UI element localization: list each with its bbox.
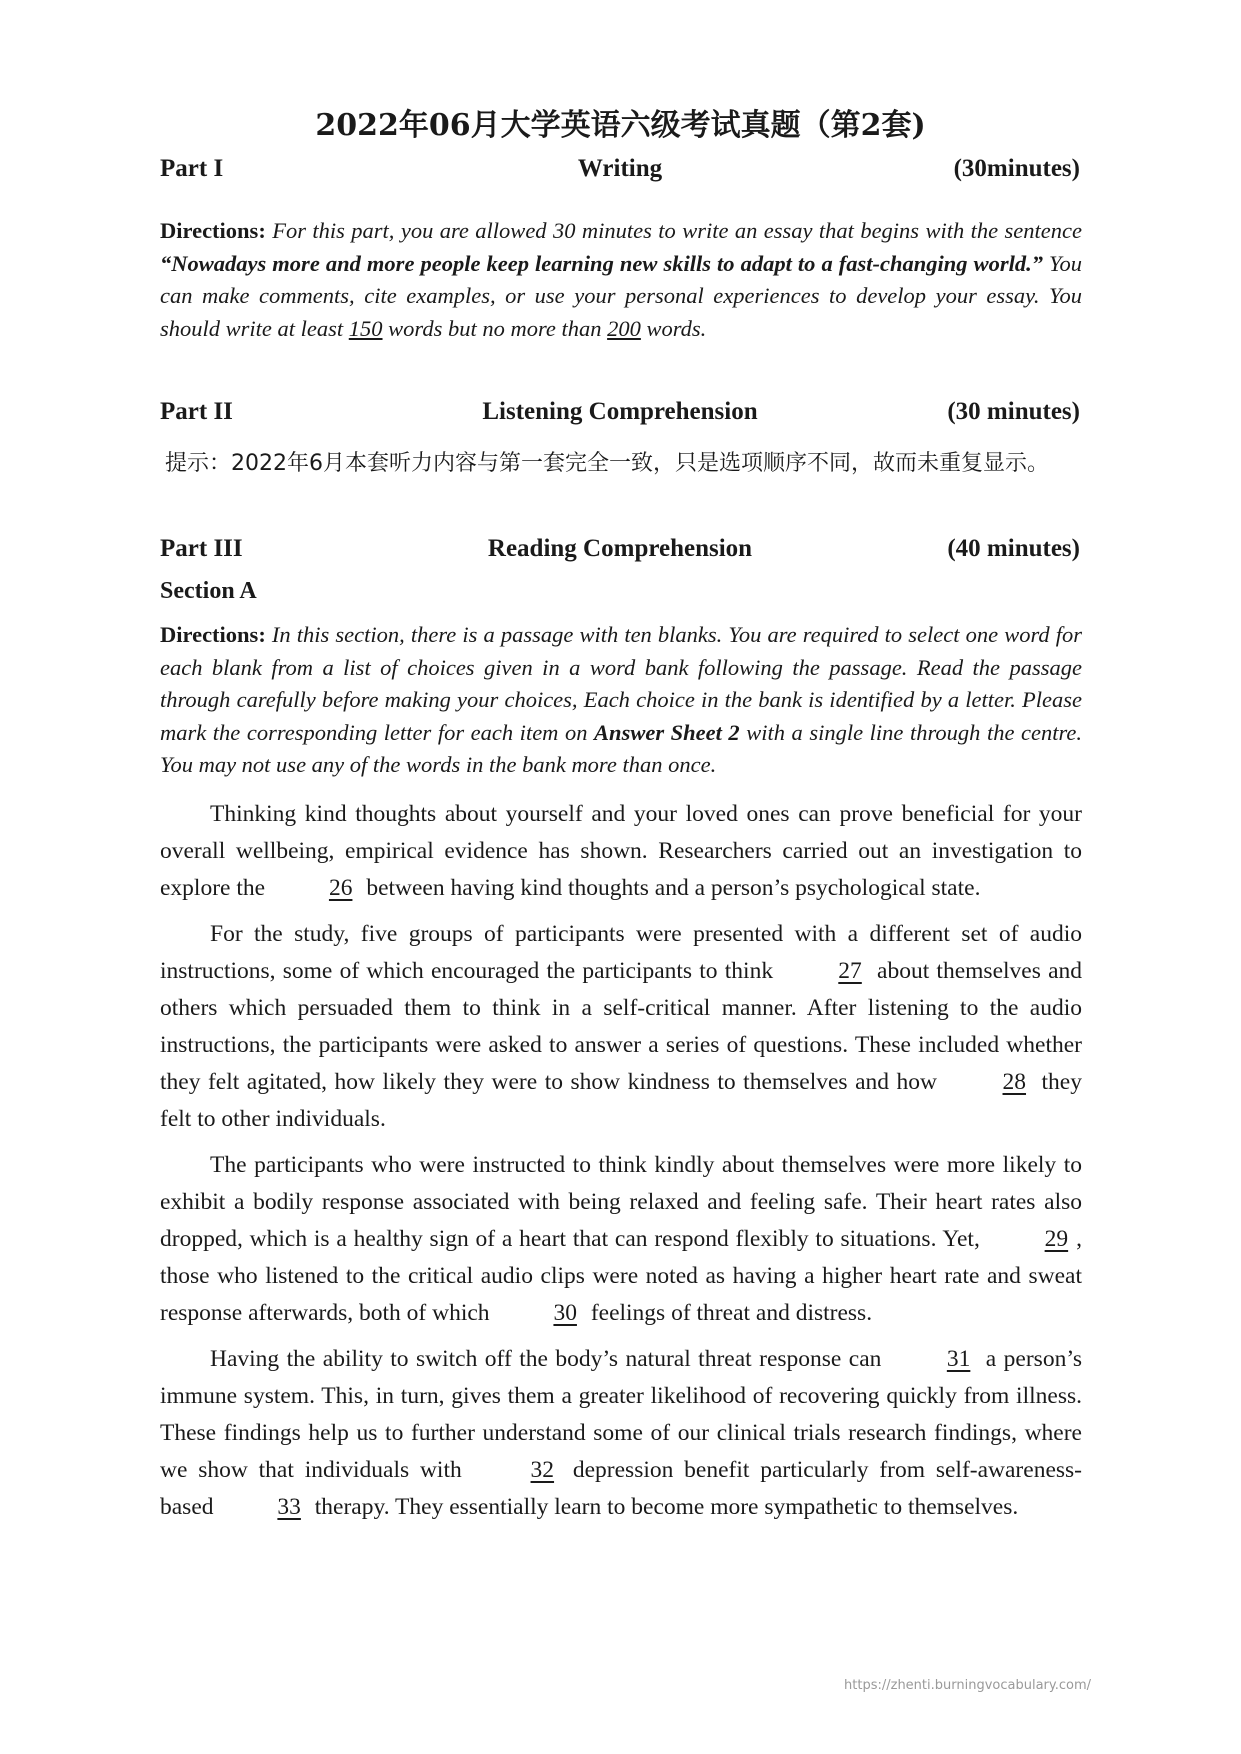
section-a-heading: Section A [160, 578, 257, 604]
passage-text: a person’s immune system. This, in turn, gives them a greater likelihood of recovering quickly from illness. These findings help us to further understand some of our clinical trials research findings, where we show that individuals with [160, 1346, 1082, 1483]
part1-header [160, 155, 1080, 195]
blank-31: 31 [946, 1346, 971, 1372]
passage-paragraph [160, 1147, 1082, 1332]
part1-directions-text: For this part, you are allowed 30 minutes to write an essay that begins with the sentence [265, 218, 1082, 243]
part2-time: (30 minutes) [947, 398, 1080, 425]
part3-directions-lead: Directions: [160, 622, 266, 647]
passage-paragraph [160, 796, 1082, 907]
blank-28: 28 [1002, 1069, 1027, 1095]
answer-sheet-ref: Answer Sheet 2 [594, 719, 740, 745]
passage-text: they felt to other individuals. [160, 1069, 1082, 1132]
part1-essay-sentence: “Nowadays more and more people keep learning new skills to adapt to a fast-changing world.” [160, 250, 1043, 276]
page-title: 2022年06月大学英语六级考试真题（第2套) [315, 108, 926, 143]
part1-directions [160, 215, 1082, 345]
max-words: 200 [607, 315, 641, 341]
part1-label: Part I [160, 155, 224, 182]
part3-header [160, 535, 1080, 575]
part3-directions-text2: with a single line through the centre. You may not use any of the words in the bank more than once. [160, 719, 1082, 777]
passage-text: therapy. They essentially learn to become more sympathetic to themselves. [308, 1494, 1019, 1520]
part2-name: Listening Comprehension [482, 398, 758, 425]
passage-text: For the study, five groups of participants were presented with a different set of audio instructions, some of which encouraged the participants to think [160, 921, 1082, 984]
part1-time: (30minutes) [953, 155, 1080, 182]
passage-text: feelings of threat and distress. [584, 1300, 873, 1326]
blank-26: 26 [328, 875, 353, 901]
source-watermark: https://zhenti.burningvocabulary.com/ [844, 1678, 1091, 1693]
blank-27: 27 [838, 958, 862, 984]
blank-30: 30 [553, 1300, 577, 1326]
listening-hint: 提示：2022年6月本套听力内容与第一套完全一致，只是选项顺序不同，故而未重复显示。 [165, 451, 1049, 476]
part2-label: Part II [160, 398, 233, 425]
part3-label: Part III [160, 535, 243, 562]
passage-text: Having the ability to switch off the body’s natural threat response can [210, 1346, 889, 1372]
part1-name: Writing [577, 155, 663, 182]
passage-text: depression benefit particularly from self-awareness-based [160, 1457, 1082, 1520]
passage-text: The participants who were instructed to think kindly about themselves were more likely to exhibit a bodily response associated with being relaxed and feeling safe. Their heart rates also dropped, which is a healthy sign of a heart that can respond flexibly to situations. Yet, [160, 1152, 1082, 1252]
passage-paragraph [160, 1341, 1082, 1526]
part3-name: Reading Comprehension [487, 535, 753, 562]
blank-32: 32 [530, 1457, 555, 1483]
passage-text: , those who listened to the critical audio clips were noted as having a higher heart rate and sweat response afterwards, both of which [160, 1226, 1082, 1326]
part1-directions-lead: Directions: [160, 218, 266, 243]
passage-text: about themselves and others which persuaded them to think in a self-critical manner. After listening to the audio instructions, the participants were asked to answer a series of questions. These included whether they felt agitated, how likely they were to show kindness to themselves and how [160, 958, 1082, 1095]
part3-time: (40 minutes) [947, 535, 1080, 562]
blank-29: 29 [1044, 1226, 1069, 1252]
passage-text: between having kind thoughts and a person’s psychological state. [360, 875, 981, 901]
min-words: 150 [348, 315, 383, 341]
reading-passage [160, 796, 1082, 1535]
part3-directions [160, 619, 1082, 782]
part2-header [160, 398, 1080, 438]
part1-directions-text3: words but no more than [382, 315, 608, 341]
passage-paragraph [160, 916, 1082, 1138]
part1-directions-text4: words. [640, 315, 707, 341]
passage-text: Thinking kind thoughts about yourself and your loved ones can prove beneficial for your overall wellbeing, empirical evidence has shown. Researchers carried out an investigation to explore the [160, 801, 1082, 901]
part1-directions-text2: You can make comments, cite examples, or use your personal experiences to develop your essay. You should write at least [160, 250, 1082, 341]
blank-33: 33 [277, 1494, 301, 1520]
part3-directions-text: In this section, there is a passage with ten blanks. You are required to select one word for each blank from a list of choices given in a word bank following the passage. Read the passage through carefully before making your choices, Each choice in the bank is identified by a letter. Please mark the corresponding letter for each item on [160, 622, 1082, 745]
